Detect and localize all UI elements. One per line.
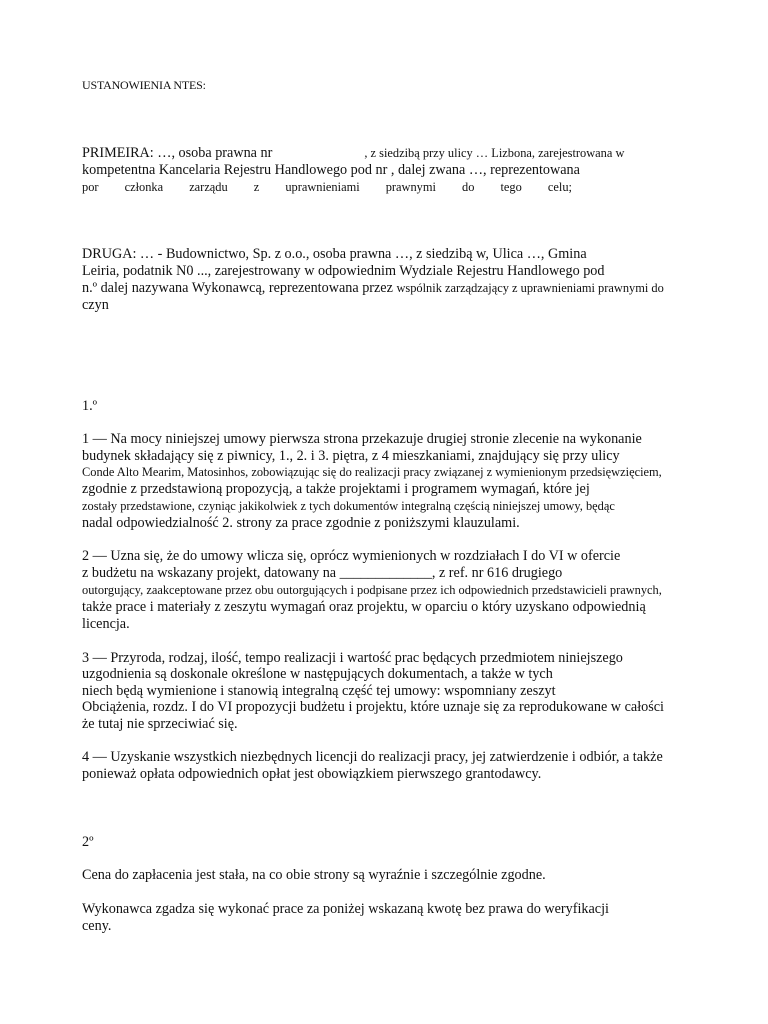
s1-p3-line: 3 — Przyroda, rodzaj, ilość, tempo realizacji i wartość prac będących przedmiotem niniejszego [82,650,623,666]
primeira-word: por [82,180,99,194]
section-2-title: 2º [82,834,94,850]
s1-p2-line: outorgujący, zaakceptowane przez obu outorgujących i podpisane przez ich odpowiednich przedstawicieli prawnych, [82,583,662,597]
document-heading: USTANOWIENIA NTES: [82,78,206,92]
primeira-word: tego [500,180,522,194]
s1-p2-line: licencja. [82,616,130,632]
primeira-word: prawnymi [385,180,436,194]
primeira-word: zarządu [189,180,228,194]
primeira-line-2: kompetentna Kancelaria Rejestru Handlowego pod nr , dalej zwana …, reprezentowana [82,162,580,178]
s1-p1-line: 1 — Na mocy niniejszej umowy pierwsza strona przekazuje drugiej stronie zlecenie na wykonanie [82,431,642,447]
primeira-word: do [462,180,475,194]
druga-line-3-a: n.º dalej nazywana Wykonawcą, reprezentowana przez [82,280,393,296]
druga-line-3 [82,280,664,297]
primeira-line-1-b: , z siedzibą przy ulicy … Lizbona, zarejestrowana w [364,146,625,160]
s1-p2-line: z budżetu na wskazany projekt, datowany na _____________, z ref. nr 616 drugiego [82,565,563,581]
section-1-title: 1.º [82,398,98,414]
s1-p3-line: uzgodnienia są doskonale określone w następujących dokumentach, a także w tych [82,666,553,682]
s1-p1-line: nadal odpowiedzialność 2. strony za prace zgodnie z poniższymi klauzulami. [82,515,520,531]
s1-p1-line: zgodnie z przedstawioną propozycją, a także projektami i programem wymagań, które jej [82,481,590,497]
primeira-word: członka [124,180,164,194]
s1-p2-line: także prace i materiały z zeszytu wymagań oraz projektu, w oparciu o który uzyskano odpowiednią [82,599,646,615]
primeira-line-3 [82,179,572,196]
s1-p1-line: budynek składający się z piwnicy, 1., 2. i 3. piętra, z 4 mieszkaniami, znajdujący się przy ulicy [82,448,620,464]
primeira-word: z [253,180,260,194]
s2-p2-line: Wykonawca zgadza się wykonać prace za poniżej wskazaną kwotę bez prawa do weryfikacji [82,901,609,917]
s2-p2-line: ceny. [82,918,112,934]
druga-line-4: czyn [82,297,109,313]
s1-p1-line: zostały przedstawione, czyniąc jakikolwiek z tych dokumentów integralną częścią niniejszej umowy, będąc [82,499,615,513]
s1-p3-line: Obciążenia, rozdz. I do VI propozycji budżetu i projektu, które uznaje się za reprodukowane w całości [82,699,664,715]
druga-line-1: DRUGA: … - Budownictwo, Sp. z o.o., osoba prawna …, z siedzibą w, Ulica …, Gmina [82,246,587,262]
s1-p3-line: że tutaj nie sprzeciwiać się. [82,716,238,732]
primeira-word: uprawnieniami [285,180,360,194]
s1-p4-line: ponieważ opłata odpowiednich opłat jest obowiązkiem pierwszego grantodawcy. [82,766,542,782]
primeira-word: celu; [547,180,572,194]
s1-p2-line: 2 — Uzna się, że do umowy wlicza się, oprócz wymienionych w rozdziałach I do VI w ofercie [82,548,621,564]
primeira-line-1 [82,145,624,162]
s1-p1-line: Conde Alto Mearim, Matosinhos, zobowiązując się do realizacji pracy związanej z wymienionym przedsięwzięciem, [82,465,662,479]
s2-p1-line: Cena do zapłacenia jest stała, na co obie strony są wyraźnie i szczególnie zgodne. [82,867,546,883]
druga-line-3-b: wspólnik zarządzający z uprawnieniami prawnymi do [396,281,664,295]
primeira-line-1-a: PRIMEIRA: …, osoba prawna nr [82,145,273,161]
s1-p3-line: niech będą wymienione i stanowią integralną część tej umowy: wspomniany zeszyt [82,683,556,699]
druga-line-2: Leiria, podatnik N0 ..., zarejestrowany w odpowiednim Wydziale Rejestru Handlowego pod [82,263,605,279]
s1-p4-line: 4 — Uzyskanie wszystkich niezbędnych licencji do realizacji pracy, jej zatwierdzenie i odbiór, a także [82,749,663,765]
